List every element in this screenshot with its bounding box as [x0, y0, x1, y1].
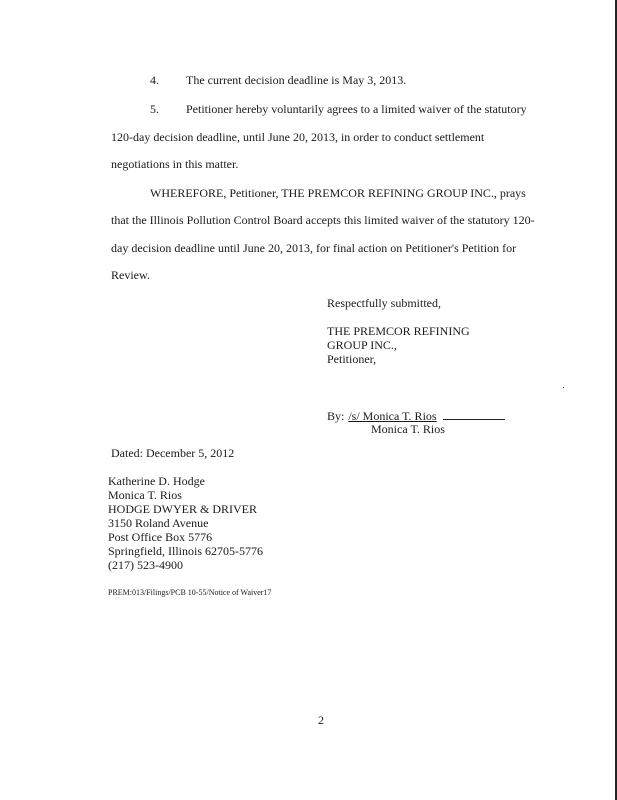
counsel-firm: HODGE DWYER & DRIVER: [108, 502, 257, 516]
closing: Respectfully submitted,: [327, 296, 441, 310]
company-line-1: THE PREMCOR REFINING: [327, 324, 470, 338]
wherefore-line-1: WHEREFORE, Petitioner, THE PREMCOR REFINING GROUP INC., prays: [150, 186, 526, 200]
wherefore-line-3: day decision deadline until June 20, 2013, for final action on Petitioner's Petition for: [111, 241, 517, 255]
signer-name: Monica T. Rios: [371, 422, 445, 436]
item-5-number: 5.: [150, 102, 159, 116]
counsel-name-2: Monica T. Rios: [108, 488, 182, 502]
wherefore-line-2: that the Illinois Pollution Control Board accepts this limited waiver of the statutory 120-: [111, 213, 535, 227]
item-4-number: 4.: [150, 73, 159, 87]
item-5-line-2: 120-day decision deadline, until June 20, 2013, in order to conduct settlement: [111, 130, 485, 144]
signature-line: [327, 409, 505, 423]
wherefore-line-4: Review.: [111, 268, 150, 282]
counsel-name-1: Katherine D. Hodge: [108, 474, 205, 488]
company-line-2: GROUP INC.,: [327, 338, 397, 352]
scan-speck: [563, 387, 564, 388]
by-label: By:: [327, 409, 345, 423]
item-5-line-1: Petitioner hereby voluntarily agrees to a limited waiver of the statutory: [186, 102, 527, 116]
page-number: 2: [318, 713, 324, 727]
counsel-street: 3150 Roland Avenue: [108, 516, 209, 530]
signature-rule: [443, 409, 505, 420]
signature-text: /s/ Monica T. Rios: [348, 409, 437, 423]
counsel-po-box: Post Office Box 5776: [108, 530, 213, 544]
item-4-text: The current decision deadline is May 3, 2013.: [186, 73, 407, 87]
item-5-line-3: negotiations in this matter.: [111, 157, 239, 171]
counsel-city: Springfield, Illinois 62705-5776: [108, 544, 263, 558]
petitioner-role: Petitioner,: [327, 352, 377, 366]
dated-line: Dated: December 5, 2012: [111, 446, 235, 460]
file-path: PREM:013/Filings/PCB 10-55/Notice of Waiver17: [108, 588, 272, 597]
counsel-phone: (217) 523-4900: [108, 558, 183, 572]
